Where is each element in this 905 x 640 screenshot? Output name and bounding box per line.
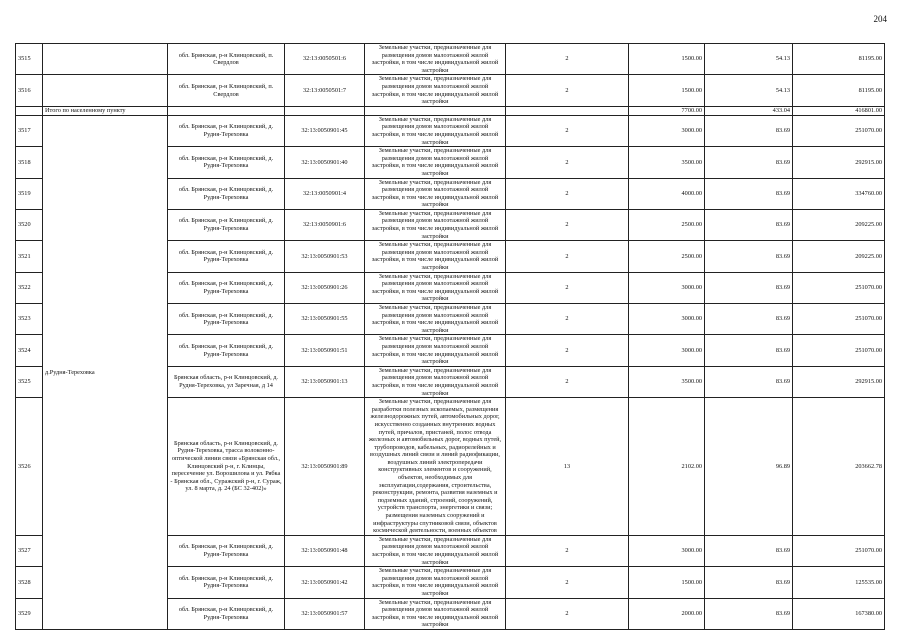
total-rate: 433.04	[705, 106, 793, 115]
total-empty-cell	[365, 106, 506, 115]
cadastral-number-cell: 32:13:0050901:6	[285, 209, 365, 240]
area-cell: 4000.00	[629, 178, 705, 209]
category-cell: 13	[506, 398, 629, 536]
land-use-cell: Земельные участки, предназначенные для размещения домов малоэтажной жилой застройки, в том числе индивидуальной жилой застройки	[365, 147, 506, 178]
land-use-cell: Земельные участки, предназначенные для размещения домов малоэтажной жилой застройки, в том числе индивидуальной жилой застройки	[365, 535, 506, 566]
category-cell: 2	[506, 75, 629, 106]
land-use-cell: Земельные участки, предназначенные для размещения домов малоэтажной жилой застройки, в том числе индивидуальной жилой застройки	[365, 115, 506, 146]
cadastral-number-cell: 32:13:0050901:45	[285, 115, 365, 146]
table-row	[16, 44, 885, 75]
table-body-before-total	[16, 44, 885, 107]
area-cell: 3000.00	[629, 115, 705, 146]
row-number: 3519	[16, 178, 43, 209]
rate-cell: 83.69	[705, 335, 793, 366]
total-empty-cell	[285, 106, 365, 115]
land-use-cell: Земельные участки, предназначенные для размещения домов малоэтажной жилой застройки, в том числе индивидуальной жилой застройки	[365, 335, 506, 366]
table-row	[16, 75, 885, 106]
value-cell: 292915.00	[793, 147, 885, 178]
cadastral-number-cell: 32:13:0050901:42	[285, 567, 365, 598]
total-empty-cell	[168, 106, 285, 115]
empty-cell	[43, 75, 168, 106]
total-label: Итого по населенному пункту	[43, 106, 168, 115]
category-cell: 2	[506, 598, 629, 629]
land-use-cell: Земельные участки, предназначенные для размещения домов малоэтажной жилой застройки, в том числе индивидуальной жилой застройки	[365, 366, 506, 397]
page-number: 204	[873, 14, 887, 24]
cadastral-number-cell: 32:13:0050501:7	[285, 75, 365, 106]
value-cell: 209225.00	[793, 241, 885, 272]
address-cell: Брянская область, р-н Клинцовский, д. Рудня-Тереховка, ул Заречная, д 14	[168, 366, 285, 397]
value-cell: 209225.00	[793, 209, 885, 240]
area-cell: 2500.00	[629, 241, 705, 272]
value-cell: 167380.00	[793, 598, 885, 629]
land-use-cell: Земельные участки, предназначенные для размещения домов малоэтажной жилой застройки, в том числе индивидуальной жилой застройки	[365, 304, 506, 335]
rate-cell: 83.69	[705, 598, 793, 629]
row-number: 3520	[16, 209, 43, 240]
address-cell: обл. Брянская, р-н Клинцовский, д. Рудня-Тереховка	[168, 535, 285, 566]
category-cell: 2	[506, 366, 629, 397]
land-registry-table	[15, 43, 885, 630]
category-cell: 2	[506, 335, 629, 366]
row-number: 3526	[16, 398, 43, 536]
row-number: 3524	[16, 335, 43, 366]
cadastral-number-cell: 32:13:0050901:48	[285, 535, 365, 566]
rate-cell: 83.69	[705, 178, 793, 209]
total-num-cell	[16, 106, 43, 115]
land-use-cell: Земельные участки, предназначенные для размещения домов малоэтажной жилой застройки, в том числе индивидуальной жилой застройки	[365, 75, 506, 106]
rate-cell: 83.69	[705, 535, 793, 566]
row-number: 3515	[16, 44, 43, 75]
address-cell: обл. Брянская, р-н Клинцовский, д. Рудня-Тереховка	[168, 241, 285, 272]
rate-cell: 83.69	[705, 209, 793, 240]
cadastral-number-cell: 32:13:0050901:40	[285, 147, 365, 178]
category-cell: 2	[506, 272, 629, 303]
area-cell: 3000.00	[629, 304, 705, 335]
address-cell: обл. Брянская, р-н Клинцовский, д. Рудня-Тереховка	[168, 335, 285, 366]
rate-cell: 96.89	[705, 398, 793, 536]
total-empty-cell	[506, 106, 629, 115]
address-cell: Брянская область, р-н Клинцовский, д. Рудня-Тереховка, трасса волоконно-оптической линии связи «Брянская обл., Клинцовский р-н, г. Клинцы, пересечение ул. Ворошилова и ул. Рябка - Брянская обл., Суражский р-н, г. Сураж, ул. 8 марта, д. 24 (БС 32-402)»	[168, 398, 285, 536]
address-cell: обл. Брянская, р-н Клинцовский, д. Рудня-Тереховка	[168, 567, 285, 598]
area-cell: 1500.00	[629, 44, 705, 75]
total-value: 416801.00	[793, 106, 885, 115]
value-cell: 251070.00	[793, 335, 885, 366]
address-cell: обл. Брянская, р-н Клинцовский, д. Рудня-Тереховка	[168, 304, 285, 335]
rate-cell: 83.69	[705, 304, 793, 335]
value-cell: 251070.00	[793, 115, 885, 146]
area-cell: 3000.00	[629, 535, 705, 566]
area-cell: 2500.00	[629, 209, 705, 240]
category-cell: 2	[506, 304, 629, 335]
row-number: 3527	[16, 535, 43, 566]
row-number: 3525	[16, 366, 43, 397]
address-cell: обл. Брянская, р-н Клинцовский, д. Рудня-Тереховка	[168, 272, 285, 303]
value-cell: 203662.78	[793, 398, 885, 536]
total-area: 7700.00	[629, 106, 705, 115]
category-cell: 2	[506, 567, 629, 598]
table-body-after-total	[16, 115, 885, 629]
rate-cell: 83.69	[705, 366, 793, 397]
category-cell: 2	[506, 178, 629, 209]
rate-cell: 83.69	[705, 241, 793, 272]
address-cell: обл. Брянская, р-н Клинцовский, д. Рудня-Тереховка	[168, 147, 285, 178]
category-cell: 2	[506, 115, 629, 146]
row-number: 3523	[16, 304, 43, 335]
settlement-name: д.Рудня-Тереховка	[43, 115, 168, 629]
value-cell: 81195.00	[793, 44, 885, 75]
value-cell: 251070.00	[793, 304, 885, 335]
land-use-cell: Земельные участки, предназначенные для размещения домов малоэтажной жилой застройки, в том числе индивидуальной жилой застройки	[365, 241, 506, 272]
rate-cell: 54.13	[705, 75, 793, 106]
land-use-cell: Земельные участки, предназначенные для размещения домов малоэтажной жилой застройки, в том числе индивидуальной жилой застройки	[365, 178, 506, 209]
address-cell: обл. Брянская, р-н Клинцовский, д. Рудня-Тереховка	[168, 209, 285, 240]
table-total-section	[16, 106, 885, 115]
area-cell: 1500.00	[629, 567, 705, 598]
cadastral-number-cell: 32:13:0050501:6	[285, 44, 365, 75]
cadastral-number-cell: 32:13:0050901:51	[285, 335, 365, 366]
value-cell: 292915.00	[793, 366, 885, 397]
area-cell: 3500.00	[629, 366, 705, 397]
cadastral-number-cell: 32:13:0050901:53	[285, 241, 365, 272]
cadastral-number-cell: 32:13:0050901:26	[285, 272, 365, 303]
value-cell: 251070.00	[793, 535, 885, 566]
category-cell: 2	[506, 535, 629, 566]
total-row	[16, 106, 885, 115]
table-row	[16, 115, 885, 146]
row-number: 3522	[16, 272, 43, 303]
value-cell: 81195.00	[793, 75, 885, 106]
cadastral-number-cell: 32:13:0050901:55	[285, 304, 365, 335]
land-use-cell: Земельные участки, предназначенные для размещения домов малоэтажной жилой застройки, в том числе индивидуальной жилой застройки	[365, 567, 506, 598]
rate-cell: 83.69	[705, 567, 793, 598]
address-cell: обл. Брянская, р-н Клинцовский, д. Рудня-Тереховка	[168, 598, 285, 629]
row-number: 3528	[16, 567, 43, 598]
address-cell: обл. Брянская, р-н Клинцовский, п. Свердлов	[168, 75, 285, 106]
rate-cell: 83.69	[705, 115, 793, 146]
row-number: 3521	[16, 241, 43, 272]
cadastral-number-cell: 32:13:0050901:4	[285, 178, 365, 209]
row-number: 3529	[16, 598, 43, 629]
area-cell: 2000.00	[629, 598, 705, 629]
land-use-cell: Земельные участки, предназначенные для размещения домов малоэтажной жилой застройки, в том числе индивидуальной жилой застройки	[365, 44, 506, 75]
area-cell: 2102.00	[629, 398, 705, 536]
cadastral-number-cell: 32:13:0050901:89	[285, 398, 365, 536]
land-use-cell: Земельные участки, предназначенные для размещения домов малоэтажной жилой застройки, в том числе индивидуальной жилой застройки	[365, 209, 506, 240]
empty-cell	[43, 44, 168, 75]
category-cell: 2	[506, 147, 629, 178]
rate-cell: 54.13	[705, 44, 793, 75]
cadastral-number-cell: 32:13:0050901:13	[285, 366, 365, 397]
rate-cell: 83.69	[705, 272, 793, 303]
area-cell: 1500.00	[629, 75, 705, 106]
category-cell: 2	[506, 209, 629, 240]
category-cell: 2	[506, 241, 629, 272]
land-use-cell: Земельные участки, предназначенные для размещения домов малоэтажной жилой застройки, в том числе индивидуальной жилой застройки	[365, 272, 506, 303]
value-cell: 125535.00	[793, 567, 885, 598]
address-cell: обл. Брянская, р-н Клинцовский, д. Рудня-Тереховка	[168, 178, 285, 209]
address-cell: обл. Брянская, р-н Клинцовский, д. Рудня-Тереховка	[168, 115, 285, 146]
area-cell: 3000.00	[629, 335, 705, 366]
value-cell: 251070.00	[793, 272, 885, 303]
address-cell: обл. Брянская, р-н Клинцовский, п. Свердлов	[168, 44, 285, 75]
row-number: 3518	[16, 147, 43, 178]
cadastral-number-cell: 32:13:0050901:57	[285, 598, 365, 629]
land-use-cell: Земельные участки, предназначенные для разработки полезных ископаемых, размещения железнодорожных путей, автомобильных дорог, искусственно созданных внутренних водных путей, причалов, пристаней, полос отвода железных и автомобильных дорог, водных путей, трубопроводов, кабельных, радиорелейных и воздушных линий связи и линий радиофикации, воздушных линий электропередачи конструктивных элементов и сооружений, объектов, необходимых для эксплуатации,содержания, строительства, реконструкции, ремонта, развития наземных и подземных зданий, строений, сооружений, устройств транспорта, энергетики и связи; размещения наземных сооружений и инфраструктуры спутниковой связи, объектов космической деятельности, военных объектов	[365, 398, 506, 536]
value-cell: 334760.00	[793, 178, 885, 209]
area-cell: 3500.00	[629, 147, 705, 178]
rate-cell: 83.69	[705, 147, 793, 178]
area-cell: 3000.00	[629, 272, 705, 303]
row-number: 3517	[16, 115, 43, 146]
category-cell: 2	[506, 44, 629, 75]
land-use-cell: Земельные участки, предназначенные для размещения домов малоэтажной жилой застройки, в том числе индивидуальной жилой застройки	[365, 598, 506, 629]
row-number: 3516	[16, 75, 43, 106]
